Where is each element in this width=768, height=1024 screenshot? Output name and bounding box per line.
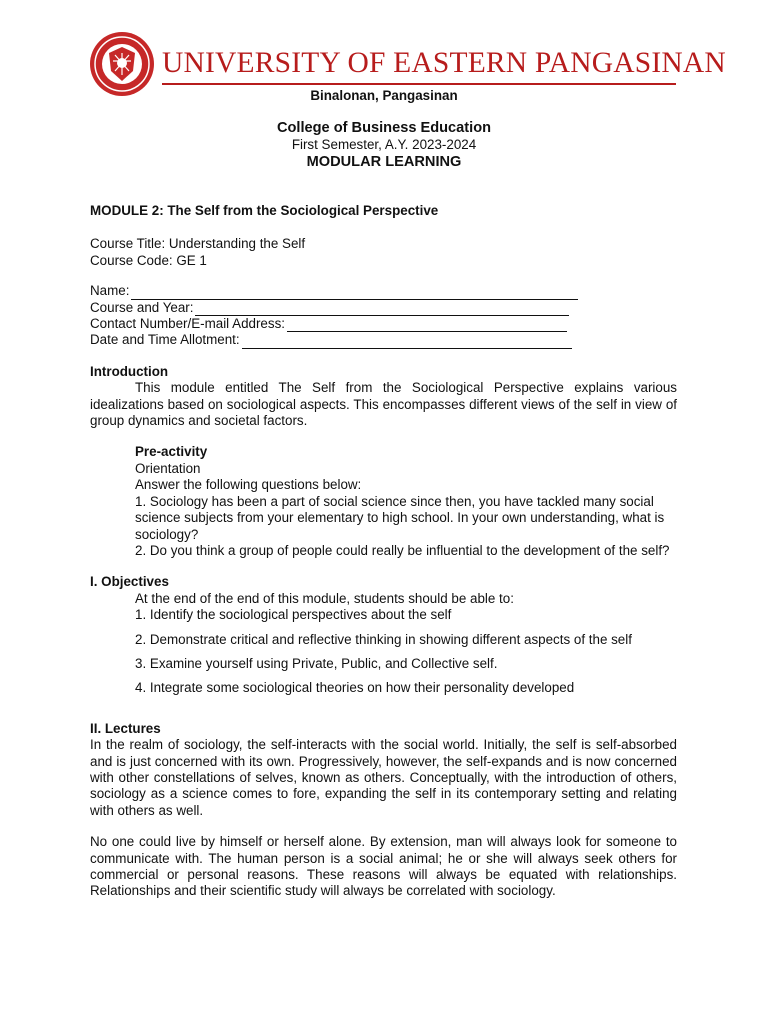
- objective-item: 4. Integrate some sociological theories on how their personality developed: [135, 680, 575, 696]
- semester-label: First Semester, A.Y. 2023-2024: [291, 137, 477, 152]
- course-title: Course Title: Understanding the Self: [90, 236, 306, 252]
- pre-activity-instruction: Answer the following questions below:: [135, 477, 362, 493]
- course-year-field-row: [90, 300, 677, 316]
- header-rule: [162, 83, 676, 85]
- date-time-label: Date and Time Allotment:: [90, 332, 240, 348]
- program-title: MODULAR LEARNING: [306, 154, 462, 170]
- question-item: 2. Do you think a group of people could really be influential to the development of the self?: [135, 542, 670, 558]
- contact-blank[interactable]: [287, 318, 567, 332]
- university-location: Binalonan, Pangasinan: [310, 88, 458, 103]
- lectures-heading: II. Lectures: [90, 720, 161, 736]
- document-header: [0, 0, 768, 110]
- contact-field-row: [90, 316, 677, 332]
- name-label: Name:: [90, 283, 130, 299]
- name-field-row: [90, 283, 677, 299]
- objective-item: 2. Demonstrate critical and reflective thinking in showing different aspects of the self: [135, 631, 632, 647]
- module-title: MODULE 2: The Self from the Sociological Perspective: [90, 203, 439, 218]
- objectives-heading: I. Objectives: [90, 574, 169, 590]
- date-time-field-row: [90, 332, 677, 348]
- document-body: [90, 203, 677, 900]
- pre-activity-section: [90, 444, 677, 559]
- objective-item: 3. Examine yourself using Private, Public, and Collective self.: [135, 655, 498, 671]
- pre-activity-subheading: Orientation: [135, 460, 201, 476]
- contact-label: Contact Number/E-mail Address:: [90, 316, 285, 332]
- objectives-list: [90, 591, 677, 697]
- date-time-blank[interactable]: [242, 335, 572, 349]
- lecture-paragraph: No one could live by himself or herself alone. By extension, man will always look for someone to communicate with. The human person is a social animal; he or she will always seek others for commercial or personal reasons. These reasons will always be equated with relationships. Relationships and their scientific study will always be correlated with sociology.: [90, 834, 677, 899]
- objective-item: 1. Identify the sociological perspectives about the self: [135, 607, 452, 623]
- lecture-paragraph: In the realm of sociology, the self-interacts with the social world. Initially, the self is self-absorbed and is just concerned with its own. Progressively, however, the self-expands and is now concerned with other constellations of selves, known as others. Conceptually, with the introduction of others, sociology as a science comes to fore, expanding the self in its contemporary setting and relating with others as well.: [90, 737, 677, 818]
- pre-activity-heading: Pre-activity: [135, 444, 208, 460]
- college-name: College of Business Education: [276, 120, 492, 136]
- course-code: Course Code: GE 1: [90, 252, 207, 268]
- university-name: UNIVERSITY OF EASTERN PANGASINAN: [162, 47, 726, 79]
- course-year-label: Course and Year:: [90, 299, 194, 315]
- question-item: 1. Sociology has been a part of social science since then, you have tackled many social science subjects from your elementary to high school. In your own understanding, what is sociology?: [135, 493, 665, 542]
- introduction-text: This module entitled The Self from the Sociological Perspective explains various idealizations based on sociological aspects. This encompasses different views of the self in view of group dynamics and societal factors.: [90, 380, 677, 429]
- objectives-intro: At the end of the end of this module, students should be able to:: [135, 590, 514, 606]
- course-year-blank[interactable]: [195, 302, 569, 316]
- introduction-heading: Introduction: [90, 363, 169, 379]
- name-blank[interactable]: [131, 286, 578, 300]
